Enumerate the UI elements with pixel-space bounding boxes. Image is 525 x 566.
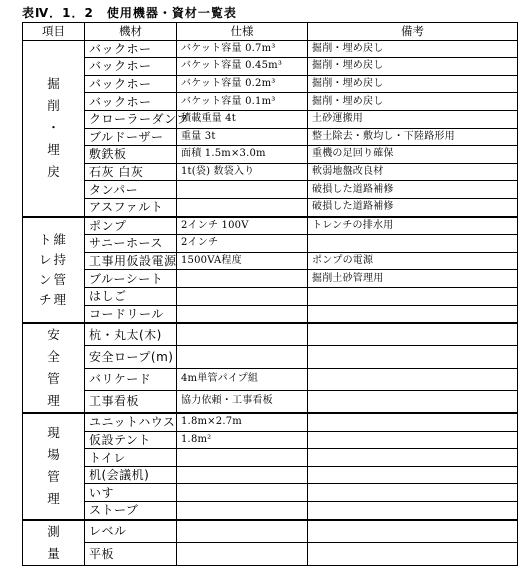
category-char: レ持 <box>38 251 68 267</box>
note-cell: 掘削・埋め戻し <box>308 93 518 111</box>
note-cell <box>308 484 518 502</box>
spec-cell: 2インチ <box>177 235 308 253</box>
category-char: ト維 <box>38 231 68 247</box>
spec-cell: 2インチ 100V <box>177 217 308 235</box>
table-row <box>23 110 518 128</box>
item-cell: 工事用仮設電源 <box>85 252 177 270</box>
item-cell: トイレ <box>85 449 177 467</box>
category-cell <box>23 217 85 324</box>
item-cell: ブルーシート <box>85 270 177 288</box>
table-row <box>23 484 518 502</box>
note-cell <box>308 235 518 253</box>
note-cell: 重機の足回り確保 <box>308 146 518 164</box>
note-cell: 掘削・埋め戻し <box>308 58 518 76</box>
category-char: 削 <box>47 98 60 114</box>
note-cell: 掘削土砂管理用 <box>308 270 518 288</box>
table-row <box>23 323 518 346</box>
item-cell: 杭・丸太(木) <box>85 323 177 346</box>
note-cell <box>308 466 518 484</box>
note-cell <box>308 502 518 520</box>
spec-cell <box>177 543 308 565</box>
note-cell <box>308 543 518 565</box>
note-cell: 破損した道路補修 <box>308 198 518 216</box>
table-row <box>23 58 518 76</box>
item-cell: 机(会議机) <box>85 466 177 484</box>
table-row <box>23 346 518 368</box>
spec-cell <box>177 181 308 199</box>
item-cell: いす <box>85 484 177 502</box>
header-note: 備考 <box>308 23 518 41</box>
category-char: 理 <box>47 393 60 409</box>
header-spec: 仕様 <box>177 23 308 41</box>
category-cell <box>23 520 85 566</box>
category-char: 管 <box>47 469 60 485</box>
item-cell: 石灰 白灰 <box>85 163 177 181</box>
category-char: 測 <box>47 523 60 539</box>
item-cell: レベル <box>85 520 177 543</box>
spec-cell <box>177 466 308 484</box>
item-cell: バックホー <box>85 40 177 58</box>
spec-cell: 1.8m² <box>177 431 308 449</box>
table-row <box>23 235 518 253</box>
note-cell: 破損した道路補修 <box>308 181 518 199</box>
header-item: 機材 <box>85 23 177 41</box>
item-cell: ブルドーザー <box>85 128 177 146</box>
category-char: 全 <box>47 349 60 365</box>
table-row <box>23 520 518 543</box>
table-row <box>23 305 518 323</box>
note-cell: 軟弱地盤改良材 <box>308 163 518 181</box>
item-cell: アスファルト <box>85 198 177 216</box>
category-char: 安 <box>47 327 60 343</box>
spec-cell <box>177 323 308 346</box>
note-cell <box>308 520 518 543</box>
spec-cell <box>177 520 308 543</box>
item-cell: バックホー <box>85 93 177 111</box>
note-cell: トレンチの排水用 <box>308 217 518 235</box>
item-cell: コードリール <box>85 305 177 323</box>
category-char: 埋 <box>47 142 60 158</box>
item-cell: 安全ロープ(m) <box>85 346 177 368</box>
item-cell: ポンプ <box>85 217 177 235</box>
note-cell <box>308 413 518 431</box>
note-cell <box>308 449 518 467</box>
note-cell <box>308 431 518 449</box>
spec-cell: 協力依頼・工事看板 <box>177 390 308 413</box>
note-cell <box>308 323 518 346</box>
spec-cell: バケット容量 0.2m³ <box>177 75 308 93</box>
item-cell: 敷鉄板 <box>85 146 177 164</box>
spec-cell <box>177 305 308 323</box>
item-cell: ユニットハウス <box>85 413 177 431</box>
spec-cell <box>177 484 308 502</box>
category-char: 現 <box>47 425 60 441</box>
table-row <box>23 217 518 235</box>
category-char: ン管 <box>38 271 68 287</box>
spec-cell: 重量 3t <box>177 128 308 146</box>
spec-cell <box>177 346 308 368</box>
spec-cell: 面積 1.5m×3.0m <box>177 146 308 164</box>
header-row <box>23 23 518 41</box>
table-row <box>23 128 518 146</box>
table-title: 表Ⅳ．1．2 使用機器・資材一覧表 <box>22 6 237 20</box>
table-row <box>23 163 518 181</box>
category-char: 量 <box>47 545 60 561</box>
table-row <box>23 502 518 520</box>
table-row <box>23 287 518 305</box>
table-row <box>23 449 518 467</box>
spec-cell: バケット容量 0.1m³ <box>177 93 308 111</box>
category-char: 理 <box>47 491 60 507</box>
item-cell: 仮設テント <box>85 431 177 449</box>
table-row <box>23 146 518 164</box>
item-cell: はしご <box>85 287 177 305</box>
spec-cell: バケット容量 0.45m³ <box>177 58 308 76</box>
note-cell <box>308 368 518 390</box>
category-char: 戻 <box>47 164 60 180</box>
spec-cell <box>177 449 308 467</box>
item-cell: 平板 <box>85 543 177 565</box>
category-char: 管 <box>47 371 60 387</box>
table-row <box>23 368 518 390</box>
spec-cell: 積載重量 4t <box>177 110 308 128</box>
table-row <box>23 75 518 93</box>
spec-cell <box>177 198 308 216</box>
note-cell: 整土除去・敷均し・下陸路形用 <box>308 128 518 146</box>
table-body <box>23 40 518 565</box>
category-cell <box>23 323 85 413</box>
category-char: チ理 <box>38 291 68 307</box>
item-cell: バックホー <box>85 58 177 76</box>
table-row <box>23 40 518 58</box>
item-cell: ストーブ <box>85 502 177 520</box>
item-cell: クローラーダンプ <box>85 110 177 128</box>
table-row <box>23 181 518 199</box>
table-row <box>23 543 518 565</box>
note-cell <box>308 390 518 413</box>
table-row <box>23 390 518 413</box>
spec-cell: 1.8m×2.7m <box>177 413 308 431</box>
spec-cell <box>177 287 308 305</box>
note-cell <box>308 287 518 305</box>
note-cell: 掘削・埋め戻し <box>308 75 518 93</box>
table-row <box>23 413 518 431</box>
item-cell: タンパー <box>85 181 177 199</box>
category-char: 掘 <box>47 76 60 92</box>
table-row <box>23 270 518 288</box>
item-cell: バリケード <box>85 368 177 390</box>
equipment-table <box>22 22 518 566</box>
spec-cell <box>177 502 308 520</box>
category-char: ・ <box>47 120 60 136</box>
header-category: 項目 <box>23 23 85 41</box>
spec-cell: 1t(袋) 数袋入り <box>177 163 308 181</box>
spec-cell: バケット容量 0.7m³ <box>177 40 308 58</box>
category-cell <box>23 413 85 520</box>
table-row <box>23 466 518 484</box>
table-row <box>23 93 518 111</box>
table-row <box>23 198 518 216</box>
item-cell: バックホー <box>85 75 177 93</box>
table-row <box>23 252 518 270</box>
spec-cell: 1500VA程度 <box>177 252 308 270</box>
item-cell: サニーホース <box>85 235 177 253</box>
note-cell <box>308 346 518 368</box>
note-cell: 土砂運搬用 <box>308 110 518 128</box>
category-char: 場 <box>47 447 60 463</box>
note-cell: ポンプの電源 <box>308 252 518 270</box>
note-cell: 掘削・埋め戻し <box>308 40 518 58</box>
table-row <box>23 431 518 449</box>
spec-cell <box>177 270 308 288</box>
category-cell <box>23 40 85 216</box>
note-cell <box>308 305 518 323</box>
spec-cell: 4m単管パイプ組 <box>177 368 308 390</box>
item-cell: 工事看板 <box>85 390 177 413</box>
